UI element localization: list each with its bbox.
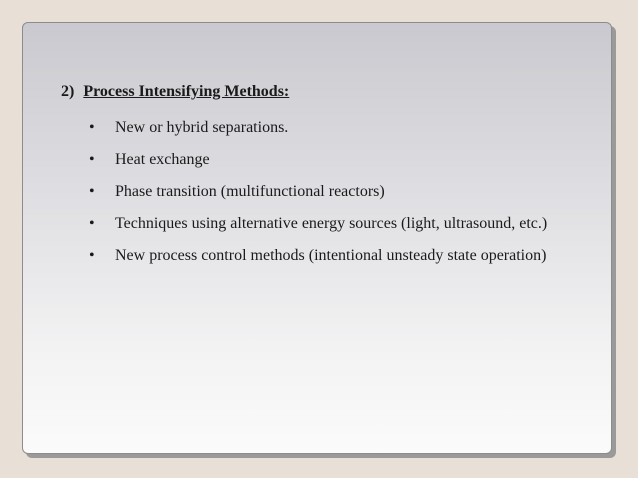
bullet-icon: •	[89, 215, 95, 232]
bullet-text: New or hybrid separations.	[115, 119, 289, 136]
heading-title: Process Intensifying Methods:	[83, 83, 290, 100]
bullet-item	[85, 112, 549, 144]
bullet-list	[85, 112, 549, 272]
bullet-text: Heat exchange	[115, 151, 210, 168]
heading-number: 2)	[61, 83, 75, 100]
bullet-item	[85, 176, 549, 208]
bullet-item	[85, 144, 549, 176]
bullet-text: New process control methods (intentional unsteady state operation)	[115, 247, 547, 264]
bullet-text: Techniques using alternative energy sources (light, ultrasound, etc.)	[115, 215, 548, 232]
bullet-icon: •	[89, 183, 95, 200]
bullet-text: Phase transition (multifunctional reactors)	[115, 183, 385, 200]
bullet-item	[85, 240, 549, 272]
slide-heading	[61, 83, 289, 101]
slide	[22, 22, 612, 454]
bullet-icon: •	[89, 247, 95, 264]
bullet-icon: •	[89, 119, 95, 136]
bullet-icon: •	[89, 151, 95, 168]
bullet-item	[85, 208, 549, 240]
